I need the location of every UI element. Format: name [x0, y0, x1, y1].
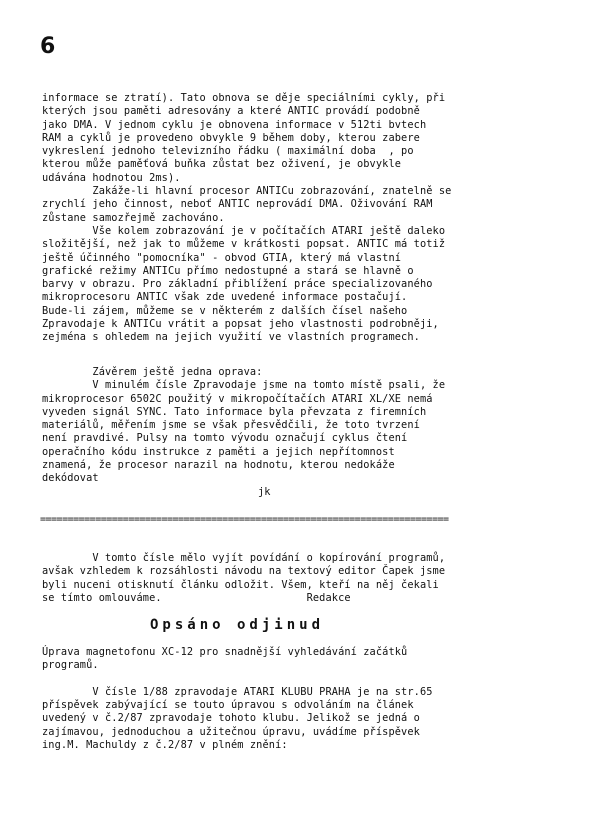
- text-line: kterou může paměťová buňka zůstat bez oživení, je obvykle: [42, 158, 402, 171]
- text-line: se tímto omlouváme. Redakce: [42, 591, 351, 604]
- article-opsano-odjinud: [42, 646, 572, 752]
- text-line: zůstane samozřejmě zachováno.: [42, 211, 225, 224]
- text-line: RAM a cyklů je provedeno obvykle 9 během doby, kterou zabere: [42, 131, 420, 144]
- text-line: V tomto čísle mělo vyjít povídání o kopírování programů,: [42, 552, 446, 564]
- text-line: složitější, než jak to můžeme v krátkosti popsat. ANTIC má totiž: [42, 238, 446, 251]
- text-line: udávána hodnotou 2ms).: [42, 171, 181, 184]
- text-line: dekódovat: [42, 472, 99, 485]
- page-number: 6: [40, 34, 56, 59]
- text-line: programů.: [42, 659, 99, 672]
- text-line: znamená, že procesor narazil na hodnotu, kterou nedokáže: [42, 459, 395, 472]
- text-line: V minulém čísle Zpravodaje jsme na tomto místě psali, že: [42, 379, 446, 392]
- text-line: V čísle 1/88 zpravodaje ATARI KLUBU PRAHA je na str.65: [42, 685, 433, 698]
- text-line: zajímavou, jednoduchou a užitečnou úpravu, uvádíme příspěvek: [42, 725, 420, 738]
- text-line: informace se ztratí). Tato obnova se děje speciálními cykly, při: [42, 92, 446, 104]
- text-line: operačního kódu instrukce z paměti a jejich nepřítomnost: [42, 445, 395, 458]
- editorial-notice: [42, 552, 572, 605]
- text-line: Bude-li zájem, můžeme se v některém z dalších čísel našeho: [42, 304, 408, 317]
- text-line: barvy v obrazu. Pro základní přiblížení práce specializovaného: [42, 278, 433, 291]
- text-line: příspěvek zabývající se touto úpravou s odvoláním na článek: [42, 699, 414, 712]
- text-line: není pravdivé. Pulsy na tomto vývodu označují cyklus čtení: [42, 432, 408, 445]
- section-heading: Opsáno odjinud: [150, 617, 325, 633]
- text-line: materiálů, měřením jsme se však přesvědčili, že toto tvrzení: [42, 419, 420, 432]
- correction-section: [42, 366, 572, 486]
- section-divider: ==========================================================================: [40, 514, 449, 525]
- text-line: mikroprocesoru ANTIC však zde uvedené informace postačují.: [42, 291, 408, 304]
- text-line: Závěrem ještě jedna oprava:: [42, 366, 263, 378]
- text-line: Zakáže-li hlavní procesor ANTICu zobrazování, znatelně se: [42, 185, 452, 198]
- text-line: Zpravodaje k ANTICu vrátit a popsat jeho vlastnosti podrobněji,: [42, 318, 439, 331]
- text-line: kterých jsou paměti adresovány a které ANTIC provádí podobně: [42, 105, 420, 118]
- text-line: avšak vzhledem k rozsáhlosti návodu na textový editor Čapek jsme: [42, 565, 446, 578]
- text-line: mikroprocesor 6502C použitý v mikropočítačích ATARI XL/XE nemá: [42, 392, 433, 405]
- author-signature: jk: [258, 486, 271, 498]
- text-line: uvedený v č.2/87 zpravodaje tohoto klubu. Jelikož se jedná o: [42, 712, 420, 725]
- text-line: Úprava magnetofonu XC-12 pro snadnější vyhledávání začátků: [42, 646, 408, 658]
- text-line: ing.M. Machuldy z č.2/87 v plném znění:: [42, 739, 288, 752]
- text-line: jako DMA. V jednom cyklu je obnovena informace v 512ti bvtech: [42, 118, 427, 131]
- text-line: vykreslení jednoho televizního řádku ( maximální doba , po: [42, 145, 414, 158]
- text-line: ještě účinného "pomocníka" - obvod GTIA, který má vlastní: [42, 251, 402, 264]
- article-antic-continued: [42, 92, 572, 345]
- text-line: Vše kolem zobrazování je v počítačích ATARI ještě daleko: [42, 224, 446, 237]
- text-line: vyveden signál SYNC. Tato informace byla převzata z firemních: [42, 405, 427, 418]
- text-line: [42, 673, 572, 686]
- text-line: zrychlí jeho činnost, neboť ANTIC neprovádí DMA. Oživování RAM: [42, 198, 433, 211]
- text-line: zejména s ohledem na jejich využití ve vlastních programech.: [42, 331, 420, 344]
- text-line: byli nuceni otisknutí článku odložit. Všem, kteří na něj čekali: [42, 578, 439, 591]
- text-line: grafické režimy ANTICu přímo nedostupné a stará se hlavně o: [42, 264, 414, 277]
